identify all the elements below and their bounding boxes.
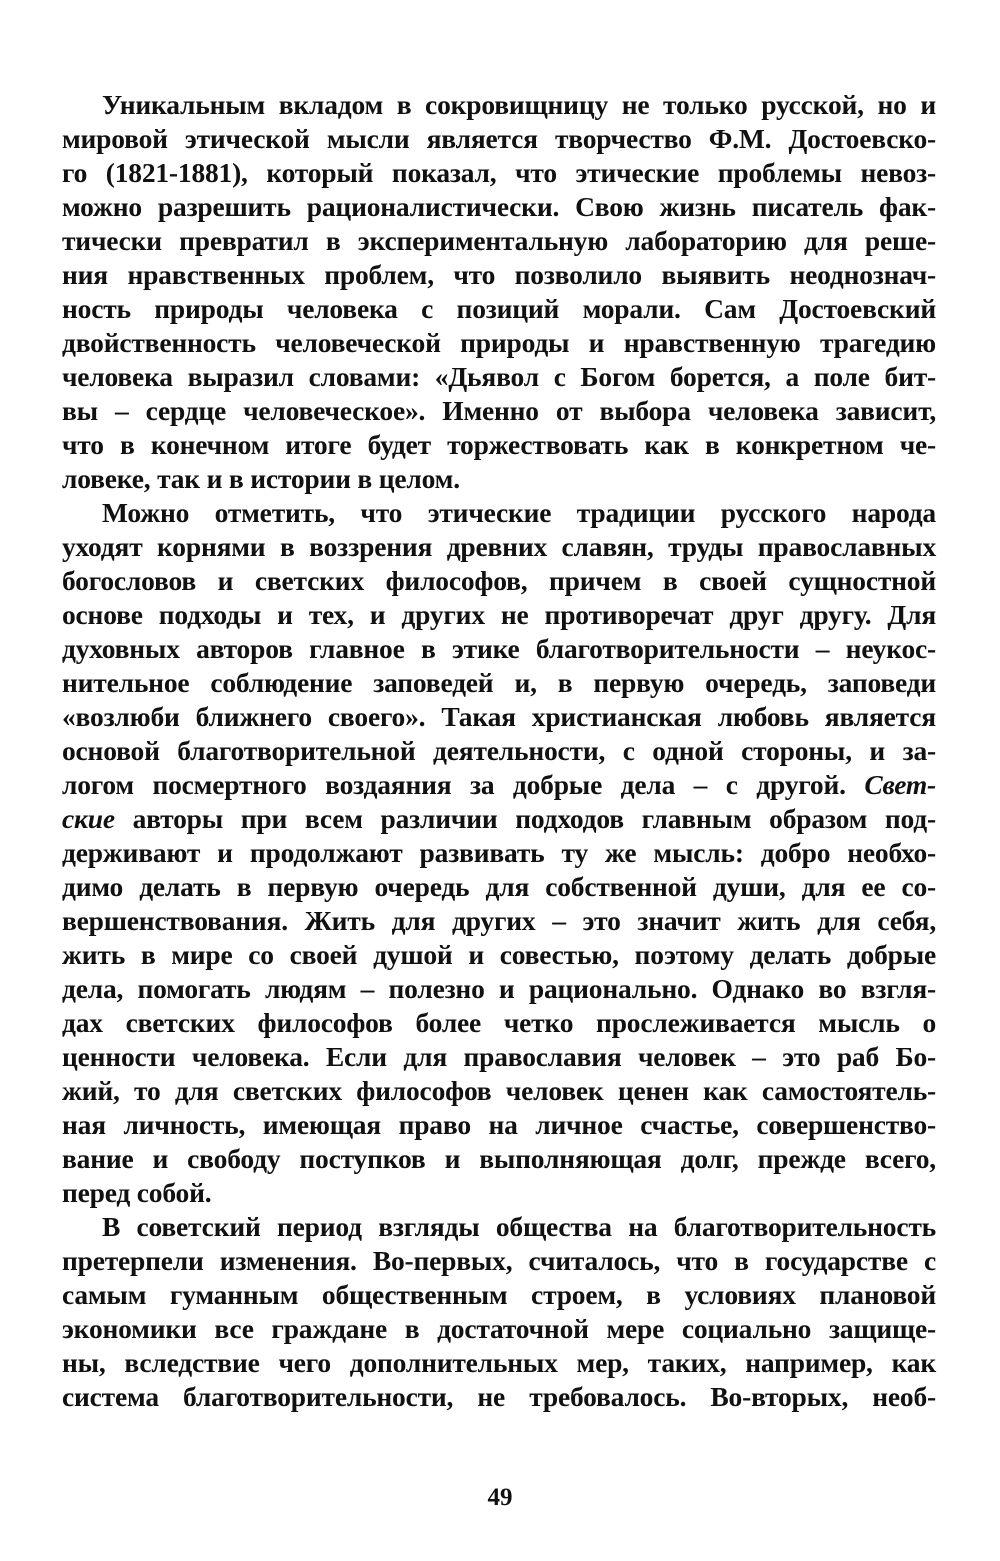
text-line: нительное соблюдение заповедей и, в первую очередь, заповеди [62, 667, 936, 698]
paragraph-dostoevsky [62, 88, 936, 496]
text-line: система благотворительности, не требовалось. Во-вторых, необ- [62, 1381, 936, 1412]
paragraph-soviet-period [62, 1210, 936, 1414]
text-segment: логом посмертного воздаяния за добрые дела – с другой. [62, 769, 865, 800]
page-body [62, 88, 936, 1414]
text-line: «возлюби ближнего своего». Такая христианская любовь является [62, 701, 936, 732]
text-line: ния нравственных проблем, что позволило выявить неоднознач- [62, 259, 936, 290]
italic-word: ские [62, 803, 115, 834]
text-line: можно разрешить рационалистически. Свою жизнь писатель фак- [62, 191, 936, 222]
text-line: претерпели изменения. Во-первых, считалось, что в государстве с [62, 1245, 936, 1276]
paragraph-ethical-traditions [62, 496, 936, 1210]
text-line: двойственность человеческой природы и нравственную трагедию [62, 327, 936, 358]
text-line: человека выразил словами: «Дьявол с Богом борется, а поле бит- [62, 361, 936, 392]
text-line: Уникальным вкладом в сокровищницу не только русской, но и [102, 89, 936, 120]
text-line: димо делать в первую очередь для собственной души, для ее со- [62, 871, 936, 902]
text-line: ная личность, имеющая право на личное счастье, совершенство- [62, 1109, 936, 1140]
text-line: ность природы человека с позиций морали. Сам Достоевский [62, 293, 936, 324]
text-line: жий, то для светских философов человек ценен как самостоятель- [62, 1075, 936, 1106]
text-line: мировой этической мысли является творчество Ф.М. Достоевско- [62, 123, 936, 154]
text-line: тически превратил в экспериментальную лабораторию для реше- [62, 225, 936, 256]
text-line: богословов и светских философов, причем в своей сущностной [62, 565, 936, 596]
text-line: основой благотворительной деятельности, с одной стороны, и за- [62, 735, 936, 766]
text-line-with-italic [62, 802, 936, 836]
text-line: уходят корнями в воззрения древних славян, труды православных [62, 531, 936, 562]
text-line: В советский период взгляды общества на благотворительность [102, 1211, 936, 1242]
text-line: держивают и продолжают развивать ту же мысль: добро необхо- [62, 837, 936, 868]
text-line: жить в мире со своей душой и совестью, поэтому делать добрые [62, 939, 936, 970]
italic-word: Свет- [864, 769, 936, 800]
text-line: экономики все граждане в достаточной мере социально защище- [62, 1313, 936, 1344]
text-line: духовных авторов главное в этике благотворительности – неукос- [62, 633, 936, 664]
text-segment: авторы при всем различии подходов главным образом под- [132, 803, 936, 834]
text-line: вы – сердце человеческое». Именно от выбора человека зависит, [62, 395, 936, 426]
text-line: самым гуманным общественным строем, в условиях плановой [62, 1279, 936, 1310]
text-line: ценности человека. Если для православия человек – это раб Бо- [62, 1041, 936, 1072]
text-line-with-italic [62, 768, 936, 802]
text-line: дела, помогать людям – полезно и рационально. Однако во взгля- [62, 973, 936, 1004]
text-line: что в конечном итоге будет торжествовать как в конкретном че- [62, 429, 936, 460]
text-line: вершенствования. Жить для других – это значит жить для себя, [62, 905, 936, 936]
page-number: 49 [487, 1484, 513, 1511]
text-line: основе подходы и тех, и других не противоречат друг другу. Для [62, 599, 936, 630]
text-line: Можно отметить, что этические традиции русского народа [102, 497, 936, 528]
text-line: перед собой. [62, 1177, 212, 1208]
text-line: вание и свободу поступков и выполняющая долг, прежде всего, [62, 1143, 936, 1174]
text-line: ловеке, так и в истории в целом. [62, 463, 460, 494]
text-line: ны, вследствие чего дополнительных мер, таких, например, как [62, 1347, 936, 1378]
text-line: го (1821-1881), который показал, что этические проблемы невоз- [62, 157, 936, 188]
text-line: дах светских философов более четко прослеживается мысль о [62, 1007, 936, 1038]
